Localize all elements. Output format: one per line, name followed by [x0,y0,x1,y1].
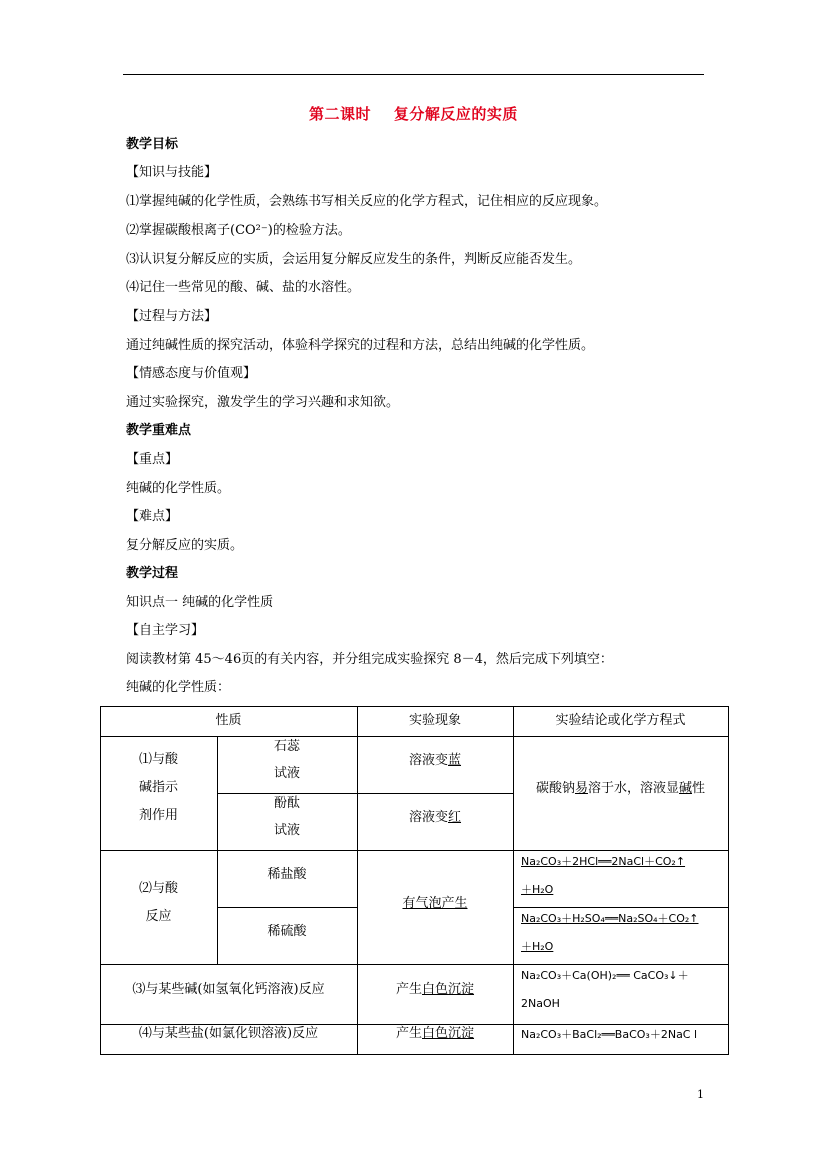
equation-hcl-line2: ＋H₂O [521,883,554,896]
self-study-heading: 【自主学习】 [126,623,205,638]
attitude-heading: 【情感态度与价值观】 [126,366,257,381]
table-caption: 纯碱的化学性质： [126,680,231,695]
hydrochloric-acid: 稀盐酸 [267,867,307,882]
goal-4: ⑷记住一些常见的酸、碱、盐的水溶性。 [126,280,361,295]
process-heading: 【过程与方法】 [126,309,218,324]
indicator-property-line1: ⑴与酸 [138,752,178,767]
goals-heading: 教学目标 [126,137,179,152]
acid-property-line1: ⑵与酸 [138,881,178,896]
salt-property: ⑷与某些盐(如氯化钡溶液)反应 [138,1026,319,1041]
equation-h2so4-line2: ＋H₂O [521,940,554,953]
base-observation: 产生白色沉淀 [395,982,475,997]
indicator-property-line2: 碱指示 [138,780,178,795]
salt-observation: 产生白色沉淀 [395,1026,475,1041]
indicator-property-line3: 剂作用 [138,808,178,823]
equation-h2so4-line1: Na₂CO₃＋H₂SO₄══Na₂SO₄＋CO₂↑ [521,912,699,925]
equation-hcl-line1: Na₂CO₃＋2HCl══2NaCl＋CO₂↑ [521,855,686,868]
base-property: ⑶与某些碱(如氢氧化钙溶液)反应 [132,982,325,997]
key-text: 纯碱的化学性质。 [126,481,231,496]
goal-2: ⑵掌握碳酸根离子(CO²⁻)的检验方法。 [126,223,351,238]
acid-property-line2: 反应 [145,909,172,924]
phenolphthalein-line2: 试液 [273,823,300,838]
reading-instruction: 阅读教材第 45～46页的有关内容，并分组完成实验探究 8－4，然后完成下列填空： [126,652,613,667]
sulfuric-acid: 稀硫酸 [267,924,307,939]
litmus-line2: 试液 [273,766,300,781]
equation-calcium-hydroxide-line1: Na₂CO₃＋Ca(OH)₂══ CaCO₃↓＋ [521,969,689,982]
phenolphthalein-line1: 酚酞 [273,796,300,811]
equation-calcium-hydroxide-line2: 2NaOH [521,997,560,1010]
knowledge-point-1: 知识点一 纯碱的化学性质 [126,595,274,610]
difficult-text: 复分解反应的实质。 [126,538,244,553]
litmus-observation: 溶液变蓝 [408,753,462,768]
key-label: 【重点】 [126,452,179,467]
phenolphthalein-observation: 溶液变红 [408,810,462,825]
indicator-conclusion: 碳酸钠易溶于水，溶液显碱性 [535,781,706,796]
key-heading: 教学重难点 [126,423,192,438]
equation-barium-chloride: Na₂CO₃＋BaCl₂══BaCO₃＋2NaC l [521,1028,698,1041]
process-text: 通过纯碱性质的探究活动，体验科学探究的过程和方法，总结出纯碱的化学性质。 [126,338,595,353]
procedure-heading: 教学过程 [126,566,179,581]
lesson-title: 第二课时 复分解反应的实质 [309,105,518,123]
header-observation: 实验现象 [408,713,461,728]
header-conclusion: 实验结论或化学方程式 [555,713,686,728]
goal-1: ⑴掌握纯碱的化学性质，会熟练书写相关反应的化学方程式，记住相应的反应现象。 [126,194,608,209]
page-number: 1 [697,1088,704,1101]
litmus-line1: 石蕊 [273,739,300,754]
acid-observation: 有气泡产生 [402,896,468,911]
header-property: 性质 [215,713,242,728]
knowledge-heading: 【知识与技能】 [126,165,218,180]
difficult-label: 【难点】 [126,509,179,524]
goal-3: ⑶认识复分解反应的实质，会运用复分解反应发生的条件，判断反应能否发生。 [126,252,582,267]
header-rule [123,74,704,75]
attitude-text: 通过实验探究，激发学生的学习兴趣和求知欲。 [126,395,400,410]
